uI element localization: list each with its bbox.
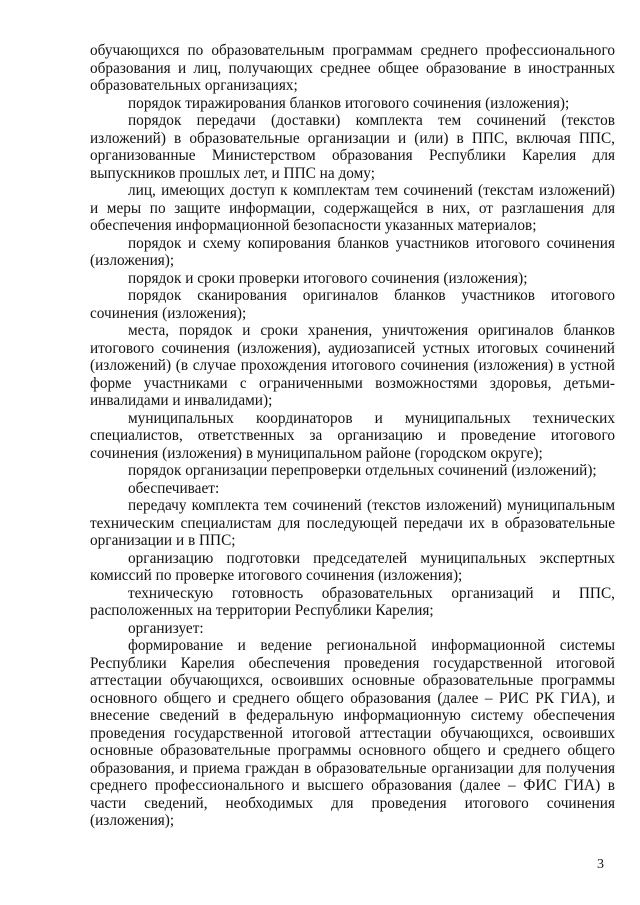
paragraph-scanning: порядок сканирования оригиналов бланков участников итогового сочинения (изложения); [90,287,615,322]
paragraph-coordinators: муниципальных координаторов и муниципальных технических специалистов, ответственных за организацию и проведение итогового сочинения (изложения) в муниципальном районе (городском округе); [90,409,615,462]
paragraph-copy-scheme: порядок и схему копирования бланков участников итогового сочинения (изложения); [90,234,615,269]
document-body [90,42,615,830]
page-number: 3 [597,857,604,872]
paragraph-continuation: обучающихся по образовательным программам среднего профессионального образования и лиц, получающих среднее общее образование в иностранных образовательных организациях; [90,42,615,94]
paragraph-organizes-heading: организует: [128,619,204,637]
paragraph-ensures-heading: обеспечивает: [128,479,220,497]
paragraph-check-terms: порядок и сроки проверки итогового сочинения (изложения); [128,269,528,287]
paragraph-delivery-procedure: порядок передачи (доставки) комплекта тем сочинений (текстов изложений) в образовательные организации и (или) в ППС, включая ППС, организованные Министерством образования Республики Карелия для выпускников прошлых лет, и ППС на дому; [90,112,615,182]
paragraph-topics-transfer: передачу комплекта тем сочинений (текстов изложений) муниципальным техническим специалистам для последующей передачи их в образовательные организации и в ППС; [90,497,615,549]
paragraph-storage: места, порядок и сроки хранения, уничтожения оригиналов бланков итогового сочинения (изложения), аудиозаписей устных итоговых сочинений (изложений) (в случае прохождения итогового сочинения (изложения) в устной форме участниками с ограниченными возможностями здоровья, детьми-инвалидами и инвалидами); [90,322,615,409]
paragraph-recheck: порядок организации перепроверки отдельных сочинений (изложений); [128,462,597,479]
paragraph-chairs-training: организацию подготовки председателей муниципальных экспертных комиссий по проверке итогового сочинения (изложения); [90,549,615,584]
paragraph-access-persons: лиц, имеющих доступ к комплектам тем сочинений (текстам изложений) и меры по защите информации, содержащейся в них, от разглашения для обеспечения информационной безопасности указанных материалов; [90,182,615,234]
paragraph-technical-readiness: техническую готовность образовательных организаций и ППС, расположенных на территории Республики Карелия; [90,584,615,619]
paragraph-information-system: формирование и ведение региональной информационной системы Республики Карелия обеспечения проведения государственной итоговой аттестации обучающихся, освоивших основные образовательные программы основного общего и среднего общего образования (далее – РИС РК ГИА), и внесение сведений в федеральную информационную систему обеспечения проведения государственной итоговой аттестации обучающихся, освоивших основные образовательные программы основного общего и среднего общего образования, и приема граждан в образовательные организации для получения среднего профессионального и высшего образования (далее – ФИС ГИА) в части сведений, необходимых для проведения итогового сочинения (изложения); [90,637,615,829]
paragraph-replication-procedure: порядок тиражирования бланков итогового сочинения (изложения); [128,94,570,112]
